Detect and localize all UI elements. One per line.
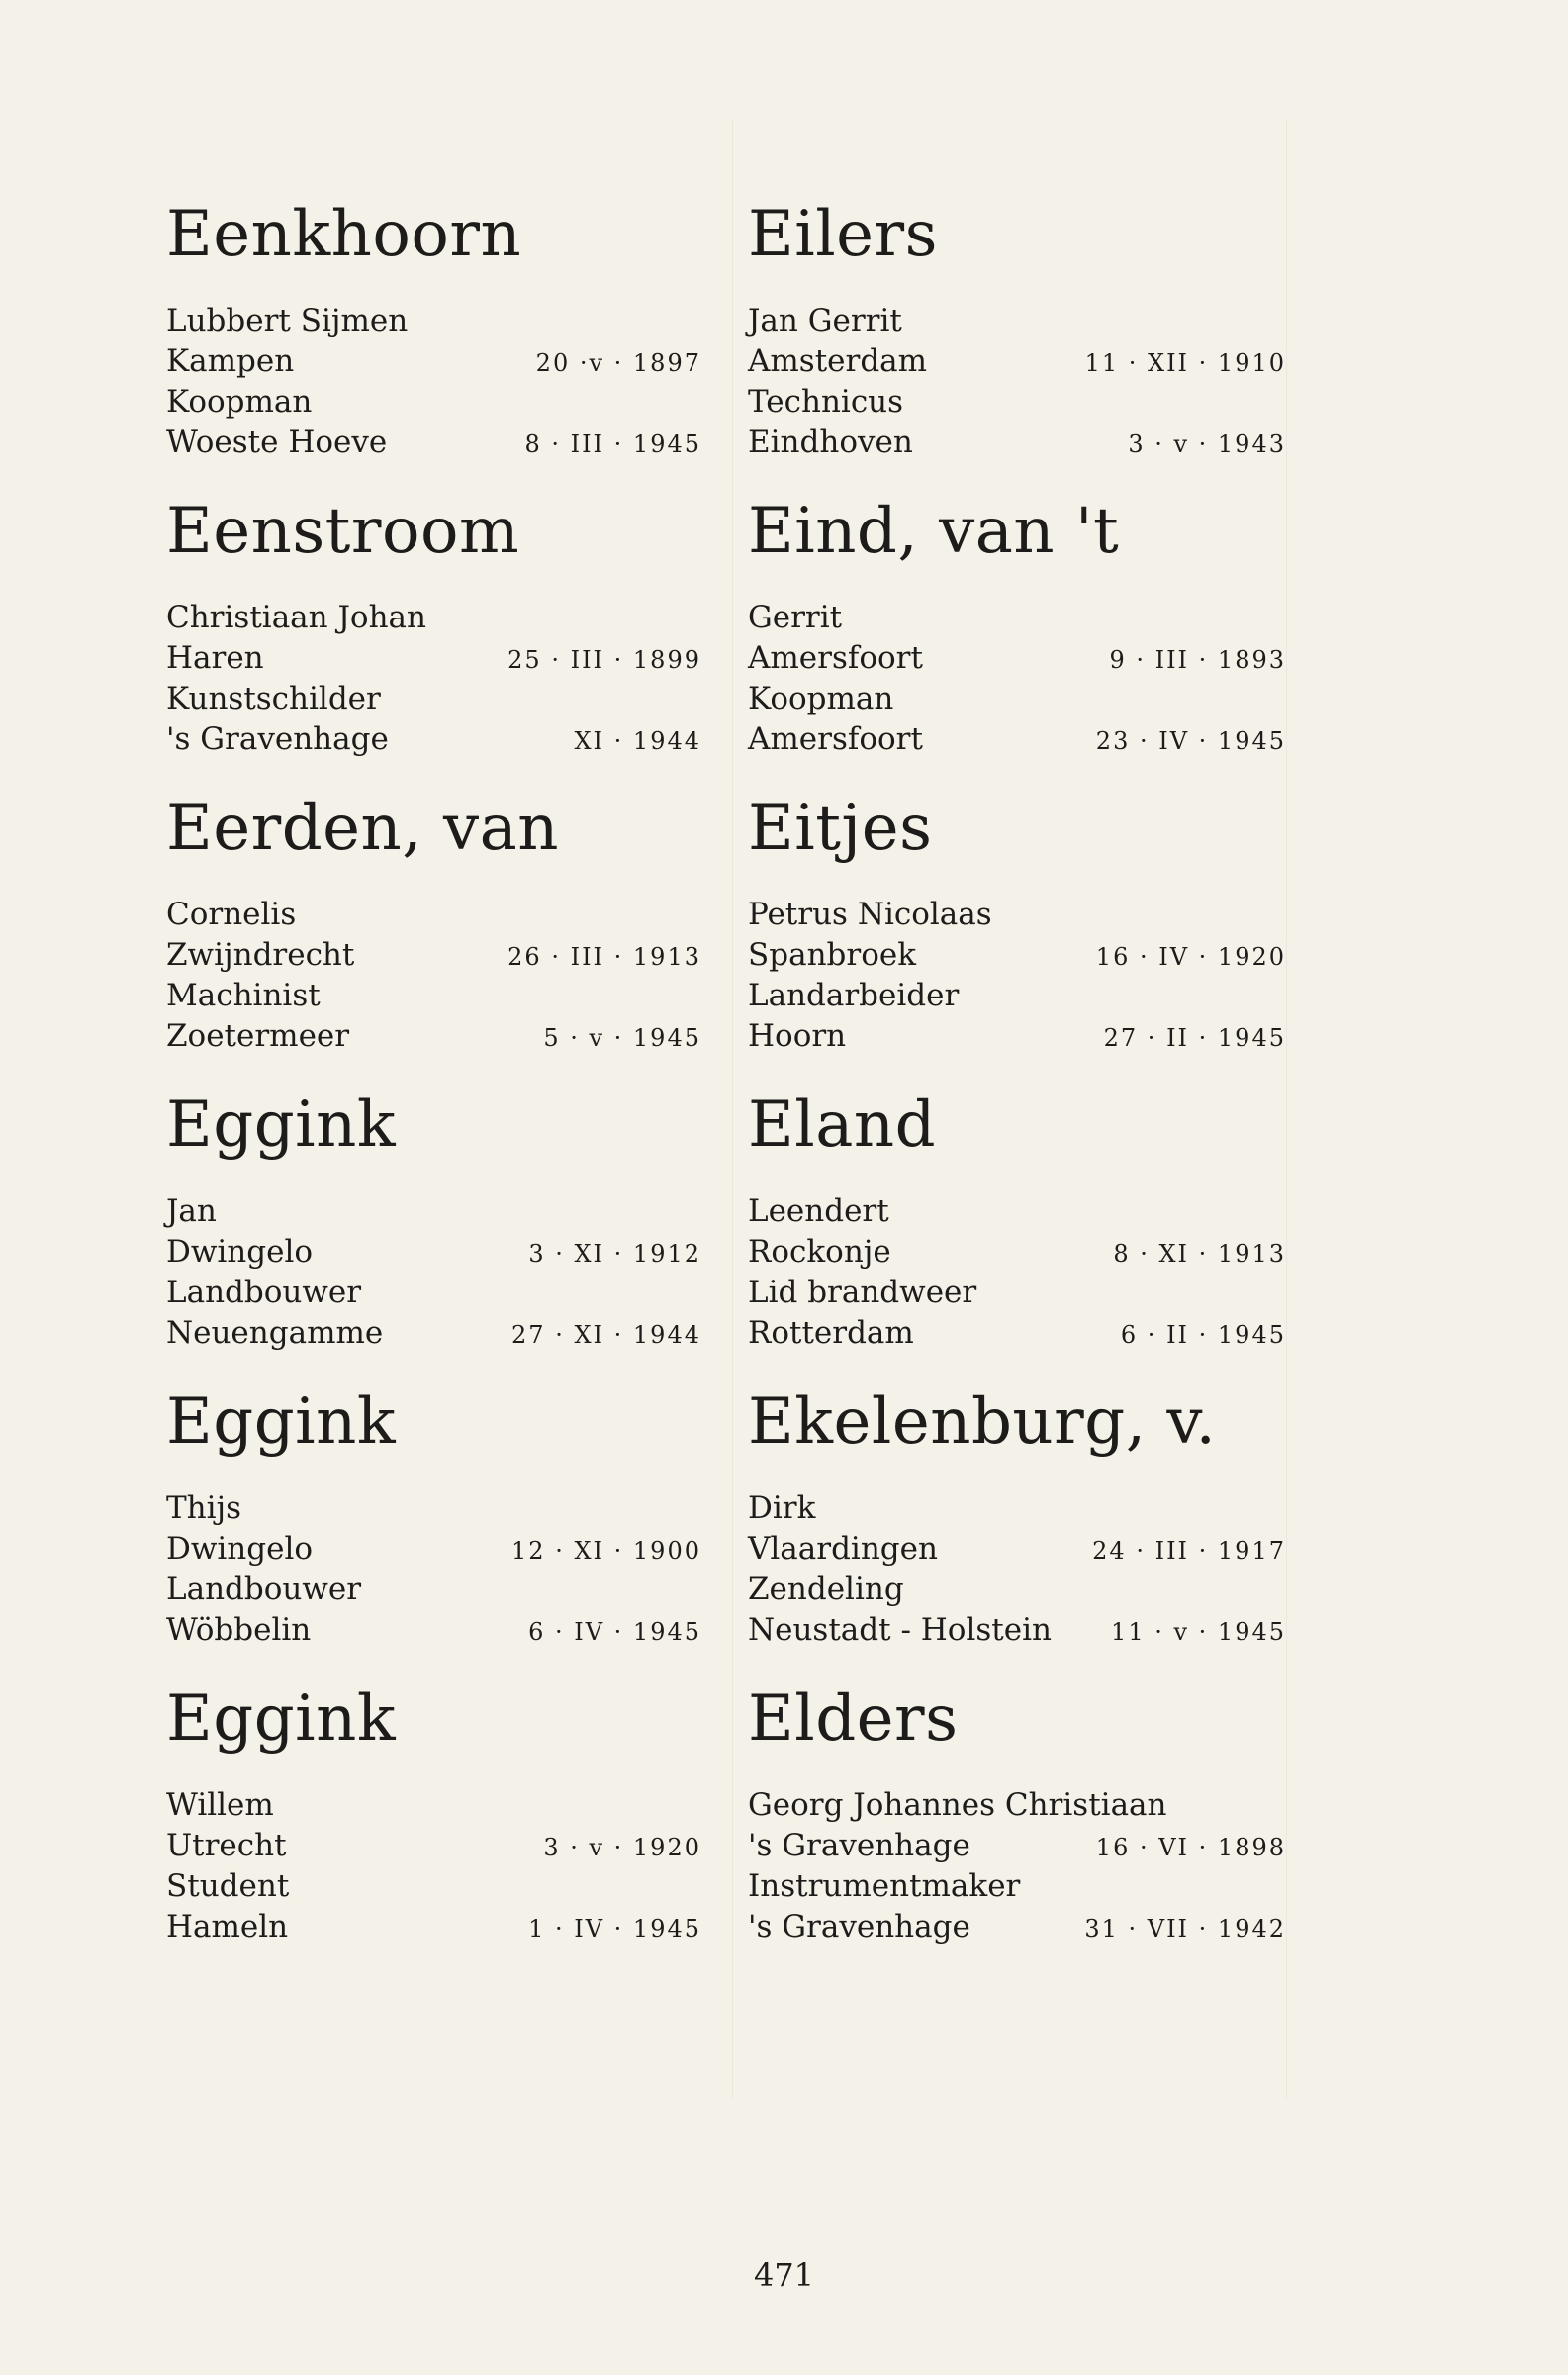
- death-date: 1 · IV · 1945: [528, 1915, 701, 1943]
- death-date: 23 · IV · 1945: [1095, 727, 1286, 755]
- death-place: Woeste Hoeve: [166, 425, 388, 460]
- occupation-row: [748, 679, 1290, 719]
- birth-date: 16 · IV · 1920: [1095, 943, 1286, 971]
- birth-date: 24 · III · 1917: [1092, 1537, 1286, 1565]
- death-row: [166, 719, 705, 760]
- occupation: Student: [166, 1868, 290, 1904]
- occupation-row: [748, 1866, 1290, 1907]
- death-date: 11 · v · 1945: [1111, 1618, 1286, 1646]
- birth-place: Utrecht: [166, 1828, 287, 1863]
- surname-heading: Eenstroom: [166, 495, 520, 568]
- register-entry: [166, 1089, 705, 1376]
- occupation-row: [166, 382, 705, 423]
- register-entry: [166, 792, 705, 1079]
- occupation: Landbouwer: [166, 1571, 362, 1607]
- death-row: [166, 1313, 705, 1354]
- occupation: Technicus: [748, 384, 904, 420]
- given-names-row: [748, 1785, 1290, 1826]
- occupation: Instrumentmaker: [748, 1868, 1021, 1904]
- given-names-row: [748, 301, 1290, 341]
- death-place: Hameln: [166, 1909, 289, 1945]
- birth-date: 26 · III · 1913: [507, 943, 701, 971]
- death-date: 6 · II · 1945: [1120, 1321, 1286, 1349]
- occupation: Koopman: [748, 681, 894, 716]
- birth-row: [748, 1529, 1290, 1569]
- entry-details: [748, 598, 1290, 760]
- birth-row: [748, 1826, 1290, 1866]
- death-row: [748, 1907, 1290, 1948]
- given-names-row: [166, 598, 705, 638]
- birth-row: [166, 638, 705, 679]
- death-date: 5 · v · 1945: [543, 1024, 701, 1052]
- death-place: 's Gravenhage: [166, 721, 389, 757]
- death-row: [748, 719, 1290, 760]
- birth-place: Vlaardingen: [748, 1531, 938, 1567]
- register-entry: [748, 495, 1290, 782]
- birth-date: 12 · XI · 1900: [511, 1537, 701, 1565]
- birth-place: Dwingelo: [166, 1531, 314, 1567]
- given-names-row: [166, 1488, 705, 1529]
- occupation: Kunstschilder: [166, 681, 381, 716]
- given-names-row: [166, 1191, 705, 1232]
- birth-date: 16 · VI · 1898: [1095, 1834, 1286, 1861]
- surname-heading: Eggink: [166, 1682, 397, 1756]
- entry-details: [748, 1785, 1290, 1948]
- birth-place: Kampen: [166, 343, 295, 379]
- birth-row: [748, 341, 1290, 382]
- death-date: 27 · XI · 1944: [511, 1321, 701, 1349]
- entry-details: [166, 1488, 705, 1651]
- birth-date: 25 · III · 1899: [507, 646, 701, 674]
- entry-details: [166, 598, 705, 760]
- surname-heading: Eitjes: [748, 792, 933, 865]
- entry-details: [748, 1488, 1290, 1651]
- death-date: 31 · VII · 1942: [1084, 1915, 1286, 1943]
- occupation-row: [748, 1273, 1290, 1313]
- birth-row: [166, 1826, 705, 1866]
- birth-date: 20 ·v · 1897: [535, 349, 701, 377]
- register-entry: [166, 495, 705, 782]
- birth-row: [748, 638, 1290, 679]
- death-place: 's Gravenhage: [748, 1909, 970, 1945]
- entry-details: [166, 301, 705, 463]
- entry-details: [166, 1785, 705, 1948]
- birth-date: 3 · XI · 1912: [528, 1240, 701, 1268]
- death-date: 8 · III · 1945: [524, 430, 701, 458]
- page-number: 471: [753, 2256, 815, 2294]
- surname-heading: Eind, van 't: [748, 495, 1120, 568]
- birth-row: [166, 341, 705, 382]
- birth-date: 11 · XII · 1910: [1084, 349, 1286, 377]
- occupation-row: [748, 1569, 1290, 1610]
- surname-heading: Eggink: [166, 1385, 397, 1459]
- death-date: XI · 1944: [574, 727, 701, 755]
- given-names: Willem: [166, 1787, 274, 1823]
- occupation: Zendeling: [748, 1571, 904, 1607]
- surname-heading: Eenkhoorn: [166, 198, 522, 271]
- birth-place: Zwijndrecht: [166, 937, 355, 973]
- given-names: Lubbert Sijmen: [166, 303, 409, 338]
- register-entry: [166, 198, 705, 485]
- birth-place: Rockonje: [748, 1234, 891, 1270]
- entry-details: [748, 895, 1290, 1057]
- birth-date: 9 · III · 1893: [1109, 646, 1286, 674]
- birth-date: 8 · XI · 1913: [1113, 1240, 1286, 1268]
- occupation: Koopman: [166, 384, 313, 420]
- death-place: Wöbbelin: [166, 1612, 312, 1648]
- given-names-row: [748, 1488, 1290, 1529]
- birth-row: [166, 935, 705, 976]
- surname-heading: Ekelenburg, v.: [748, 1385, 1217, 1459]
- occupation-row: [166, 976, 705, 1016]
- given-names-row: [166, 1785, 705, 1826]
- occupation: Landarbeider: [748, 978, 960, 1013]
- birth-date: 3 · v · 1920: [543, 1834, 701, 1861]
- occupation: Landbouwer: [166, 1275, 362, 1310]
- birth-place: Spanbroek: [748, 937, 916, 973]
- register-entry: [748, 1682, 1290, 1969]
- death-date: 3 · v · 1943: [1128, 430, 1286, 458]
- register-entry: [748, 198, 1290, 485]
- birth-row: [166, 1529, 705, 1569]
- given-names: Thijs: [166, 1490, 242, 1526]
- given-names: Leendert: [748, 1193, 889, 1229]
- death-row: [748, 1016, 1290, 1057]
- entry-details: [748, 1191, 1290, 1354]
- given-names-row: [166, 301, 705, 341]
- death-place: Zoetermeer: [166, 1018, 350, 1054]
- given-names-row: [748, 895, 1290, 935]
- surname-heading: Eland: [748, 1089, 937, 1162]
- entry-details: [748, 301, 1290, 463]
- surname-heading: Eerden, van: [166, 792, 559, 865]
- death-row: [166, 1907, 705, 1948]
- death-row: [166, 423, 705, 463]
- occupation-row: [166, 1569, 705, 1610]
- death-row: [166, 1016, 705, 1057]
- entry-details: [166, 1191, 705, 1354]
- given-names: Cornelis: [166, 897, 297, 932]
- surname-heading: Eilers: [748, 198, 938, 271]
- given-names: Petrus Nicolaas: [748, 897, 992, 932]
- death-date: 27 · II · 1945: [1103, 1024, 1286, 1052]
- birth-place: Amsterdam: [748, 343, 928, 379]
- register-entry: [748, 1385, 1290, 1672]
- given-names: Jan Gerrit: [748, 303, 902, 338]
- death-place: Rotterdam: [748, 1315, 914, 1351]
- occupation-row: [166, 679, 705, 719]
- death-row: [748, 1313, 1290, 1354]
- death-date: 6 · IV · 1945: [528, 1618, 701, 1646]
- death-place: Neuengamme: [166, 1315, 384, 1351]
- birth-place: 's Gravenhage: [748, 1828, 970, 1863]
- given-names: Georg Johannes Christiaan: [748, 1787, 1167, 1823]
- register-entry: [166, 1682, 705, 1969]
- death-row: [748, 423, 1290, 463]
- occupation-row: [166, 1273, 705, 1313]
- birth-place: Dwingelo: [166, 1234, 314, 1270]
- occupation: Lid brandweer: [748, 1275, 977, 1310]
- entry-details: [166, 895, 705, 1057]
- birth-place: Haren: [166, 640, 264, 676]
- given-names-row: [166, 895, 705, 935]
- given-names-row: [748, 598, 1290, 638]
- death-place: Hoorn: [748, 1018, 847, 1054]
- register-entry: [748, 792, 1290, 1079]
- given-names: Jan: [166, 1193, 217, 1229]
- occupation-row: [166, 1866, 705, 1907]
- given-names: Christiaan Johan: [166, 600, 426, 635]
- birth-row: [748, 1232, 1290, 1273]
- death-row: [748, 1610, 1290, 1651]
- occupation-row: [748, 976, 1290, 1016]
- given-names: Gerrit: [748, 600, 843, 635]
- death-place: Eindhoven: [748, 425, 913, 460]
- given-names-row: [748, 1191, 1290, 1232]
- register-entry: [748, 1089, 1290, 1376]
- occupation: Machinist: [166, 978, 321, 1013]
- death-row: [166, 1610, 705, 1651]
- surname-heading: Eggink: [166, 1089, 397, 1162]
- death-place: Neustadt - Holstein: [748, 1612, 1052, 1648]
- birth-place: Amersfoort: [748, 640, 923, 676]
- given-names: Dirk: [748, 1490, 816, 1526]
- birth-row: [748, 935, 1290, 976]
- death-place: Amersfoort: [748, 721, 923, 757]
- birth-row: [166, 1232, 705, 1273]
- register-entry: [166, 1385, 705, 1672]
- surname-heading: Elders: [748, 1682, 959, 1756]
- column-guide-line: [732, 119, 733, 2098]
- occupation-row: [748, 382, 1290, 423]
